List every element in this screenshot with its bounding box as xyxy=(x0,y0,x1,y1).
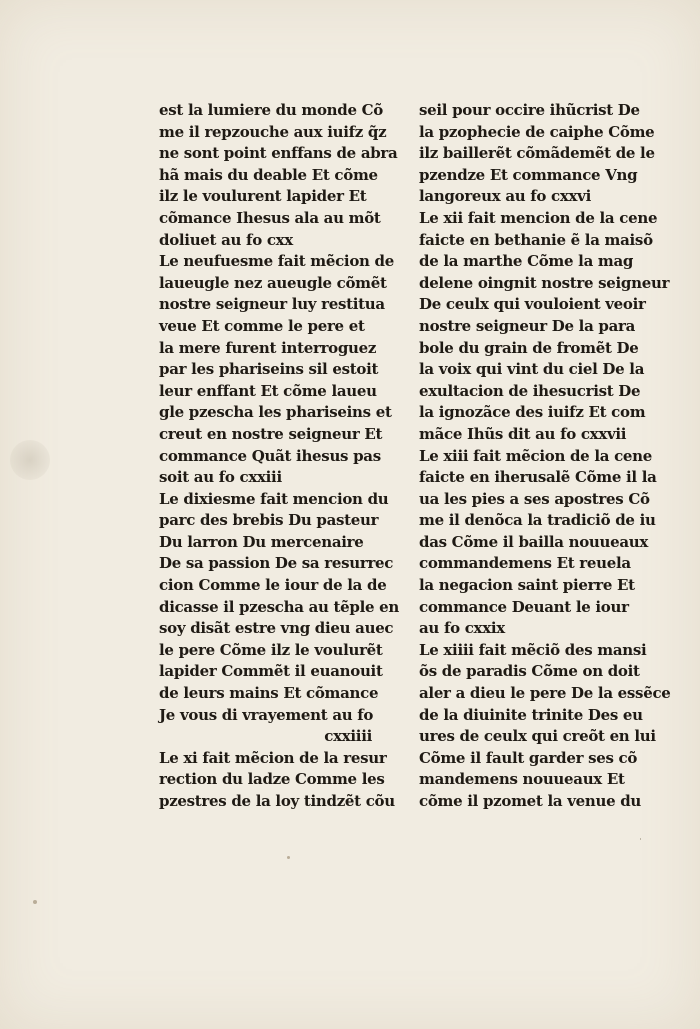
text-line: par les phariseins sil estoit xyxy=(159,360,379,379)
text-line: nostre seigneur De la para xyxy=(419,316,636,335)
text-line: parc des brebis Du pasteur xyxy=(159,511,379,530)
text-line: rection du ladze Comme les xyxy=(159,770,385,789)
paper-speck xyxy=(33,900,37,904)
text-line: ua les pies a ses apostres Cõ xyxy=(419,489,650,508)
text-line: laueugle nez aueugle cõmẽt xyxy=(159,273,387,292)
text-line: la voix qui vint du ciel De la xyxy=(419,360,645,379)
text-line: cion Comme le iour de la de xyxy=(159,576,387,595)
text-line: pzestres de la loy tindzẽt cõu xyxy=(159,792,395,810)
paper-speck xyxy=(287,856,290,859)
text-line: leur enffant Et cõme laueu xyxy=(159,381,377,400)
text-line: lapider Commẽt il euanouit xyxy=(159,662,383,681)
text-line: hã mais du deable Et cõme xyxy=(159,165,378,184)
text-line: faicte en bethanie ẽ la maisõ xyxy=(419,230,653,249)
text-line: ne sont point enffans de abra xyxy=(159,144,398,163)
text-line: de la marthe Cõme la mag xyxy=(419,252,634,271)
text-line: Je vous di vrayement au fo xyxy=(159,705,374,724)
text-line: das Cõme il bailla nouueaux xyxy=(419,532,649,551)
text-line: mandemens nouueaux Et xyxy=(419,770,625,789)
text-line: Le xiiii fait mẽciõ des mansi xyxy=(419,640,647,659)
text-line: le pere Cõme ilz le voulurẽt xyxy=(159,640,383,659)
text-line: doliuet au fo cxx xyxy=(159,230,293,249)
text-line: cõmance Ihesus ala au mõt xyxy=(159,208,381,227)
text-line: faicte en iherusalẽ Cõme il la xyxy=(419,468,657,487)
text-line: õs de paradis Cõme on doit xyxy=(419,662,640,681)
text-line: gle pzescha les phariseins et xyxy=(159,403,392,422)
left-text-column xyxy=(159,100,400,813)
text-line: Cõme il fault garder ses cõ xyxy=(419,748,638,767)
text-line: Le xii fait mencion de la cene xyxy=(419,208,658,227)
text-line: dicasse il pzescha au tẽple en xyxy=(159,597,400,616)
paper-stain xyxy=(10,440,50,480)
text-line: de leurs mains Et cõmance xyxy=(159,684,379,703)
text-line: la mere furent interroguez xyxy=(159,338,377,357)
text-line: De sa passion De sa resurrec xyxy=(159,554,394,573)
text-line: Le xiii fait mẽcion de la cene xyxy=(419,446,652,465)
text-line: au fo cxxix xyxy=(419,619,505,638)
text-line: seil pour occire ihũcrist De xyxy=(419,101,640,119)
text-line: delene oingnit nostre seigneur xyxy=(419,273,670,292)
text-line: ilz baillerẽt cõmãdemẽt de le xyxy=(419,144,655,163)
text-line: commance Deuant le iour xyxy=(419,597,629,616)
text-line: cxxiiii xyxy=(324,727,372,746)
text-line: soit au fo cxxiii xyxy=(159,468,282,487)
text-line: commandemens Et reuela xyxy=(419,554,631,573)
text-line: est la lumiere du monde Cõ xyxy=(159,101,383,119)
text-line: cõme il pzomet la venue du xyxy=(419,792,642,810)
text-line: soy disãt estre vng dieu auec xyxy=(159,619,394,638)
text-line: Le dixiesme fait mencion du xyxy=(159,489,389,508)
text-line: mãce Ihũs dit au fo cxxvii xyxy=(419,424,627,443)
text-line: Du larron Du mercenaire xyxy=(159,532,364,551)
text-line: creut en nostre seigneur Et xyxy=(159,424,383,443)
text-line: ures de ceulx qui creõt en lui xyxy=(419,727,656,746)
text-line: la ignozãce des iuifz Et com xyxy=(419,403,646,422)
text-line: commance Quãt ihesus pas xyxy=(159,446,381,465)
right-text-column xyxy=(419,100,671,813)
text-line: la negacion saint pierre Et xyxy=(419,576,635,595)
text-line: pzendze Et commance Vng xyxy=(419,165,638,184)
text-line: me il denõca la tradiciõ de iu xyxy=(419,511,656,530)
text-line: bole du grain de fromẽt De xyxy=(419,338,639,357)
text-line: Le xi fait mẽcion de la resur xyxy=(159,748,387,767)
text-line: De ceulx qui vouloient veoir xyxy=(419,295,646,314)
text-line: veue Et comme le pere et xyxy=(159,316,365,335)
stray-mark: ˙ xyxy=(638,838,643,849)
text-line: nostre seigneur luy restitua xyxy=(159,295,385,314)
text-line: exultacion de ihesucrist De xyxy=(419,381,641,400)
text-line: la pzophecie de caiphe Cõme xyxy=(419,122,655,141)
text-line: aler a dieu le pere De la essẽce xyxy=(419,684,671,703)
text-line: de la diuinite trinite Des eu xyxy=(419,705,643,724)
text-line: langoreux au fo cxxvi xyxy=(419,187,591,206)
text-line: ilz le voulurent lapider Et xyxy=(159,187,367,206)
text-line: Le neufuesme fait mẽcion de xyxy=(159,252,394,271)
text-line: me il repzouche aux iuifz q̃z xyxy=(159,122,387,141)
